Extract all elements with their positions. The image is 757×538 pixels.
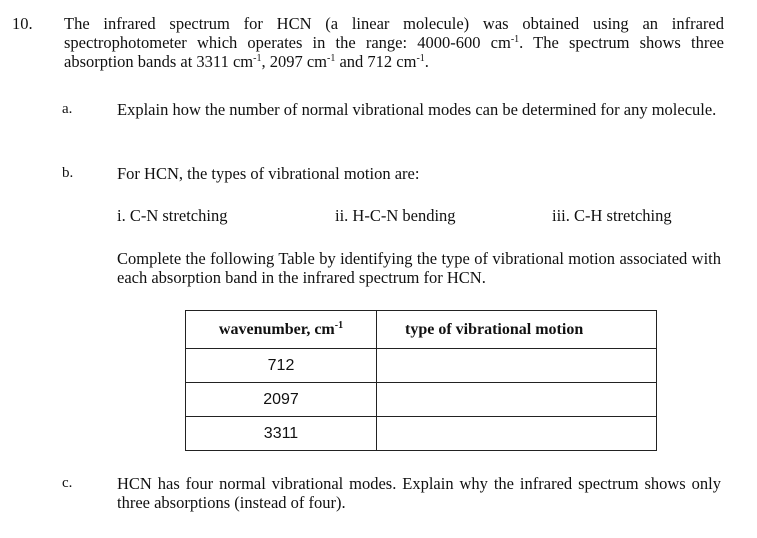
unit-superscript: -1 (327, 53, 336, 64)
wavenumber-cell: 2097 (186, 383, 377, 417)
header-unit-superscript: -1 (334, 320, 344, 331)
part-a-text: Explain how the number of normal vibrational modes can be determined for any molecule. (117, 100, 717, 119)
intro-text-2: . The spectrum shows three absorption bands at 3311 cm (64, 33, 724, 71)
table-row (186, 417, 657, 451)
header-vibration-type: type of vibrational motion (377, 311, 657, 349)
intro-text-5: . (424, 52, 429, 71)
vibration-table (185, 310, 657, 451)
question-intro (64, 14, 724, 71)
part-b-instruction: Complete the following Table by identifying the type of vibrational motion associated with each absorption band in the infrared spectrum for HCN. (117, 249, 721, 287)
part-c-text: HCN has four normal vibrational modes. Explain why the infrared spectrum shows only three absorptions (instead of four). (117, 474, 721, 512)
unit-superscript: -1 (510, 34, 520, 45)
motion-ch-stretching: iii. C-H stretching (552, 206, 672, 225)
intro-text-4: and 712 cm (335, 52, 417, 71)
unit-superscript: -1 (416, 53, 425, 64)
motion-cn-stretching: i. C-N stretching (117, 206, 228, 225)
header-wavenumber: wavenumber, $cm^{-1}$ (186, 311, 377, 349)
intro-text-3: , 2097 cm (261, 52, 327, 71)
vibration-type-cell[interactable] (377, 417, 657, 451)
vibration-type-cell[interactable] (377, 383, 657, 417)
intro-text-1: The infrared spectrum for HCN (a linear molecule) was obtained using an infrared spectrophotometer which operates in the range: 4000-600 cm (64, 14, 724, 52)
table-header-row (186, 311, 657, 349)
unit-superscript: -1 (253, 53, 262, 64)
vibrational-motion-list (117, 206, 727, 226)
table-row (186, 349, 657, 383)
part-c-label: c. (62, 475, 73, 491)
part-b-label: b. (62, 165, 74, 181)
wavenumber-cell: 712 (186, 349, 377, 383)
vibration-type-cell[interactable] (377, 349, 657, 383)
motion-hcn-bending: ii. H-C-N bending (335, 206, 456, 225)
wavenumber-cell: 3311 (186, 417, 377, 451)
question-number: 10. (12, 14, 33, 33)
part-a-label: a. (62, 101, 73, 117)
part-b-text: For HCN, the types of vibrational motion are: (117, 164, 420, 183)
table-row (186, 383, 657, 417)
